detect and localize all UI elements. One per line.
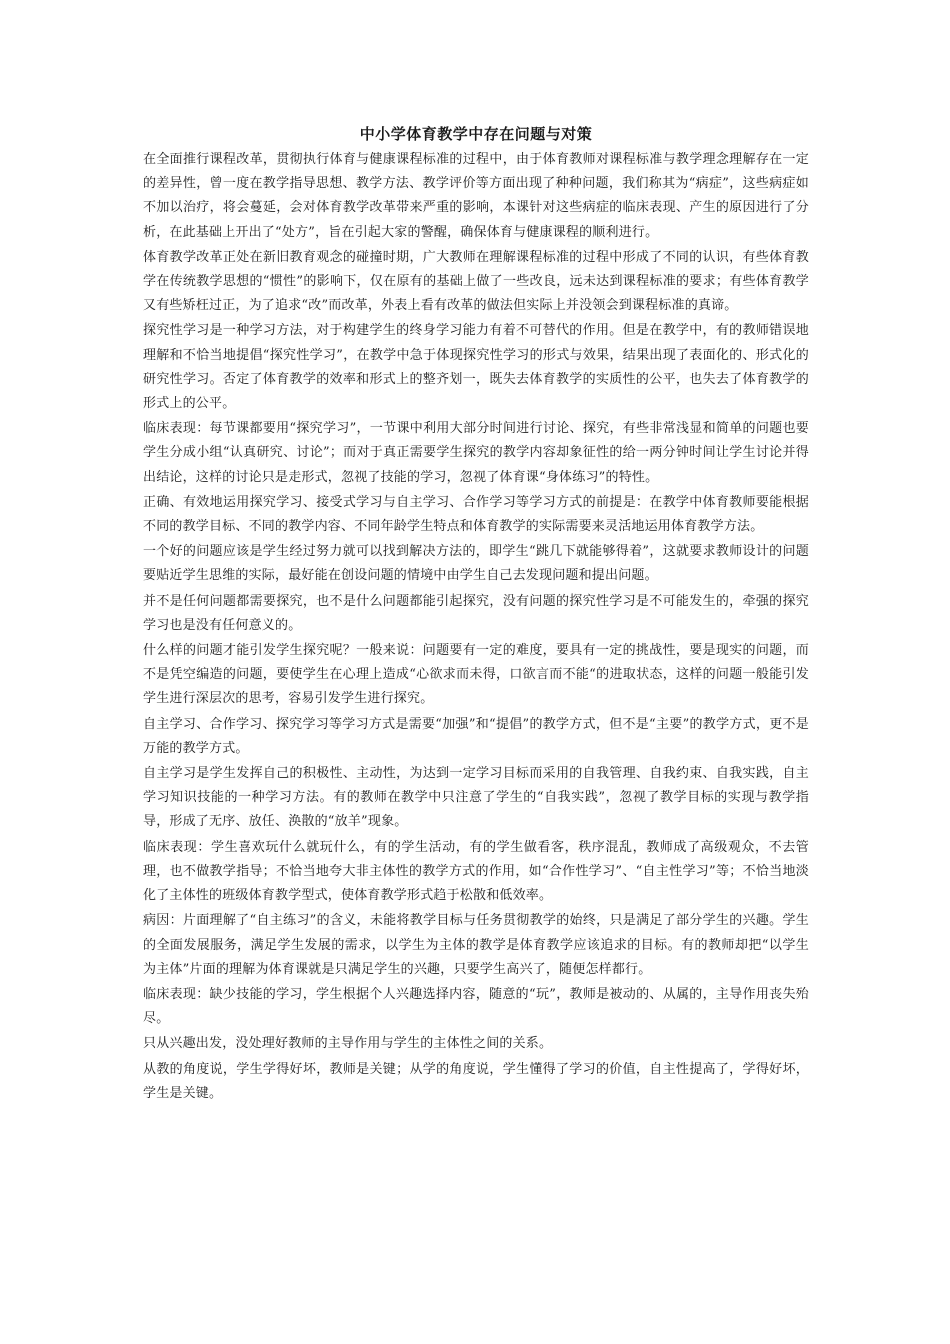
paragraph-14: 只从兴趣出发，没处理好教师的主导作用与学生的主体性之间的关系。 [143,1036,553,1052]
paragraph-8: 什么样的问题才能引发学生探究呢？一般来说：问题要有一定的难度，要具有一定的挑战性，要是现实的问题，而不是凭空编造的问题，要使学生在心理上造成“心欲求而未得，口欲言而不能“的进取状态，这样的问题一般能引发学生进行深层次的思考，容易引发学生进行探究。 [143,643,809,707]
paragraph-6: 一个好的问题应该是学生经过努力就可以找到解决方法的，即学生“跳几下就能够得着”，这就要求教师设计的问题要贴近学生思维的实际，最好能在创设问题的情境中由学生自己去发现问题和提出问题。 [143,544,809,584]
paragraph-5: 正确、有效地运用探究学习、接受式学习与自主学习、合作学习等学习方式的前提是：在教学中体育教师要能根据不同的教学目标、不同的教学内容、不同年龄学生特点和体育教学的实际需要来灵活地运用体育教学方法。 [143,494,809,535]
paragraph-4: 临床表现：每节课都要用“探究学习”，一节课中利用大部分时间进行讨论、探究，有些非常浅显和简单的问题也要学生分成小组“认真研究、讨论”；而对于真正需要学生探究的教学内容却象征性的给一两分钟时间让学生讨论并得出结论，这样的讨论只是走形式，忽视了技能的学习，忽视了体育课“身体练习”的特性。 [143,421,809,485]
paragraph-13: 临床表现：缺少技能的学习，学生根据个人兴趣选择内容，随意的“玩”，教师是被动的、从属的，主导作用丧失殆尽。 [143,986,809,1027]
document-page [143,122,809,1107]
paragraph-7: 并不是任何问题都需要探究，也不是什么问题都能引起探究，没有问题的探究性学习是不可能发生的，牵强的探究学习也是没有任何意义的。 [143,593,809,633]
paragraph-1: 在全面推行课程改革，贯彻执行体育与健康课程标准的过程中，由于体育教师对课程标准与教学理念理解存在一定的差异性，曾一度在教学指导思想、教学方法、教学评价等方面出现了种种问题，我们称其为“病症”，这些病症如不加以治疗，将会蔓延，会对体育教学改革带来严重的影响，本课针对这些病症的临床表现、产生的原因进行了分析，在此基础上开出了“处方”，旨在引起大家的警醒，确保体育与健康课程的顺利进行。 [143,152,809,240]
paragraph-2: 体育教学改革正处在新旧教育观念的碰撞时期，广大教师在理解课程标准的过程中形成了不同的认识，有些体育教学在传统教学思想的“惯性”的影响下，仅在原有的基础上做了一些改良，远未达到课程标准的要求；有些体育教学又有些矫枉过正，为了追求“改”而改革，外表上看有改革的做法但实际上并没领会到课程标准的真谛。 [143,249,809,314]
paragraph-15: 从教的角度说，学生学得好坏，教师是关键；从学的角度说，学生懂得了学习的价值，自主性提高了，学得好坏，学生是关键。 [143,1061,809,1101]
document-title: 中小学体育教学中存在问题与对策 [359,125,593,143]
paragraph-12: 病因：片面理解了“自主练习”的含义，未能将教学目标与任务贯彻教学的始终，只是满足了部分学生的兴趣。学生的全面发展服务，满足学生发展的需求，以学生为主体的教学是体育教学应该追求的目标。有的教师却把“以学生为主体”片面的理解为体育课就是只满足学生的兴趣，只要学生高兴了，随便怎样都行。 [143,913,809,977]
paragraph-11: 临床表现：学生喜欢玩什么就玩什么，有的学生活动，有的学生做看客，秩序混乱，教师成了高级观众，不去管理，也不做教学指导；不恰当地夸大非主体性的教学方式的作用，如“合作性学习”、“自主性学习”等；不恰当地淡化了主体性的班级体育教学型式，使体育教学形式趋于松散和低效率。 [143,839,809,904]
paragraph-10: 自主学习是学生发挥自己的积极性、主动性，为达到一定学习目标而采用的自我管理、自我约束、自我实践，自主学习知识技能的一种学习方法。有的教师在教学中只注意了学生的“自我实践”，忽视了教学目标的实现与教学指导，形成了无序、放任、涣散的“放羊”现象。 [143,766,809,830]
paragraph-3: 探究性学习是一种学习方法，对于构建学生的终身学习能力有着不可替代的作用。但是在教学中，有的教师错误地理解和不恰当地提倡“探究性学习”，在教学中急于体现探究性学习的形式与效果，结果出现了表面化的、形式化的研究性学习。否定了体育教学的效率和形式上的整齐划一，既失去体育教学的实质性的公平，也失去了体育教学的形式上的公平。 [143,323,809,412]
paragraph-9: 自主学习、合作学习、探究学习等学习方式是需要“加强”和“提倡”的教学方式，但不是“主要”的教学方式，更不是万能的教学方式。 [143,716,809,756]
